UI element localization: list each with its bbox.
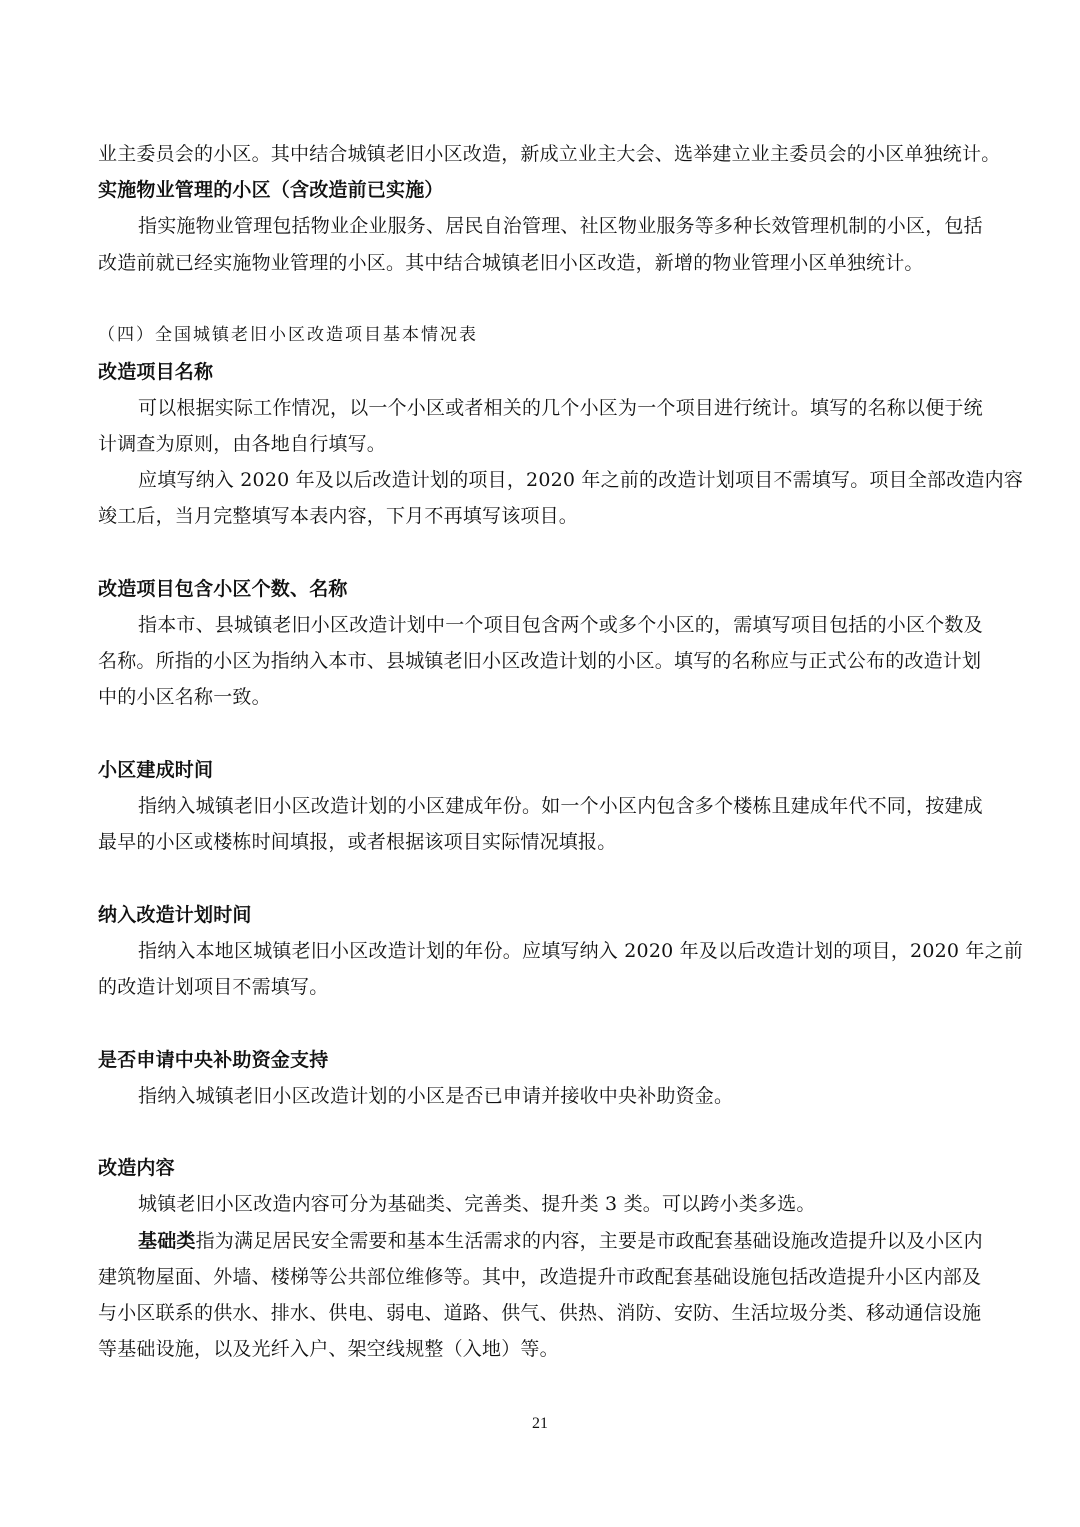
text-line: 名称。所指的小区为指纳入本市、县城镇老旧小区改造计划的小区。填写的名称应与正式公布的改造计划	[98, 650, 982, 672]
subheading-renovation-content: 改造内容	[98, 1157, 175, 1179]
text-line: 等基础设施，以及光纤入户、架空线规整（入地）等。	[98, 1338, 559, 1360]
subheading-central-funding: 是否申请中央补助资金支持	[98, 1049, 329, 1071]
text-line: 最早的小区或楼栋时间填报，或者根据该项目实际情况填报。	[98, 831, 617, 853]
page-number: 21	[532, 1415, 548, 1432]
text-line-with-term	[138, 1228, 998, 1254]
subheading-project-name: 改造项目名称	[98, 361, 214, 383]
text-line: 计调查为原则，由各地自行填写。	[98, 433, 387, 455]
text-line: 与小区联系的供水、排水、供电、弱电、道路、供气、供热、消防、安防、生活垃圾分类、移动通信设施	[98, 1302, 982, 1324]
section-heading: （四）全国城镇老旧小区改造项目基本情况表	[98, 325, 478, 345]
subheading-community-count: 改造项目包含小区个数、名称	[98, 578, 348, 600]
term-basic-category: 基础类	[138, 1230, 196, 1252]
text-line: 指纳入城镇老旧小区改造计划的小区建成年份。如一个小区内包含多个楼栋且建成年代不同，按建成	[138, 795, 983, 817]
text-line: 的改造计划项目不需填写。	[98, 976, 329, 998]
text-line: 指本市、县城镇老旧小区改造计划中一个项目包含两个或多个小区的，需填写项目包括的小区个数及	[138, 614, 983, 636]
text-line: 业主委员会的小区。其中结合城镇老旧小区改造，新成立业主大会、选举建立业主委员会的小区单独统计。	[98, 143, 1001, 165]
text-line: 竣工后，当月完整填写本表内容，下月不再填写该项目。	[98, 505, 579, 527]
text-line: 可以根据实际工作情况，以一个小区或者相关的几个小区为一个项目进行统计。填写的名称以便于统	[138, 397, 983, 419]
subheading-build-time: 小区建成时间	[98, 759, 214, 781]
text-line: 指纳入本地区城镇老旧小区改造计划的年份。应填写纳入 2020 年及以后改造计划的项目，2020 年之前	[138, 940, 1024, 962]
subheading-plan-time: 纳入改造计划时间	[98, 904, 252, 926]
text-line: 改造前就已经实施物业管理的小区。其中结合城镇老旧小区改造，新增的物业管理小区单独统计。	[98, 252, 924, 274]
text-line: 城镇老旧小区改造内容可分为基础类、完善类、提升类 3 类。可以跨小类多选。	[138, 1193, 816, 1215]
text-line: 指实施物业管理包括物业企业服务、居民自治管理、社区物业服务等多种长效管理机制的小区，包括	[138, 215, 983, 237]
text-line: 指纳入城镇老旧小区改造计划的小区是否已申请并接收中央补助资金。	[138, 1085, 734, 1107]
text-line: 应填写纳入 2020 年及以后改造计划的项目，2020 年之前的改造计划项目不需填写。项目全部改造内容	[138, 469, 1024, 491]
text-line: 建筑物屋面、外墙、楼梯等公共部位维修等。其中，改造提升市政配套基础设施包括改造提升小区内部及	[98, 1266, 982, 1288]
text-line: 中的小区名称一致。	[98, 686, 271, 708]
subheading-property-management: 实施物业管理的小区（含改造前已实施）	[98, 179, 444, 201]
term-definition-text: 指为满足居民安全需要和基本生活需求的内容，主要是市政配套基础设施改造提升以及小区内	[195, 1230, 983, 1252]
